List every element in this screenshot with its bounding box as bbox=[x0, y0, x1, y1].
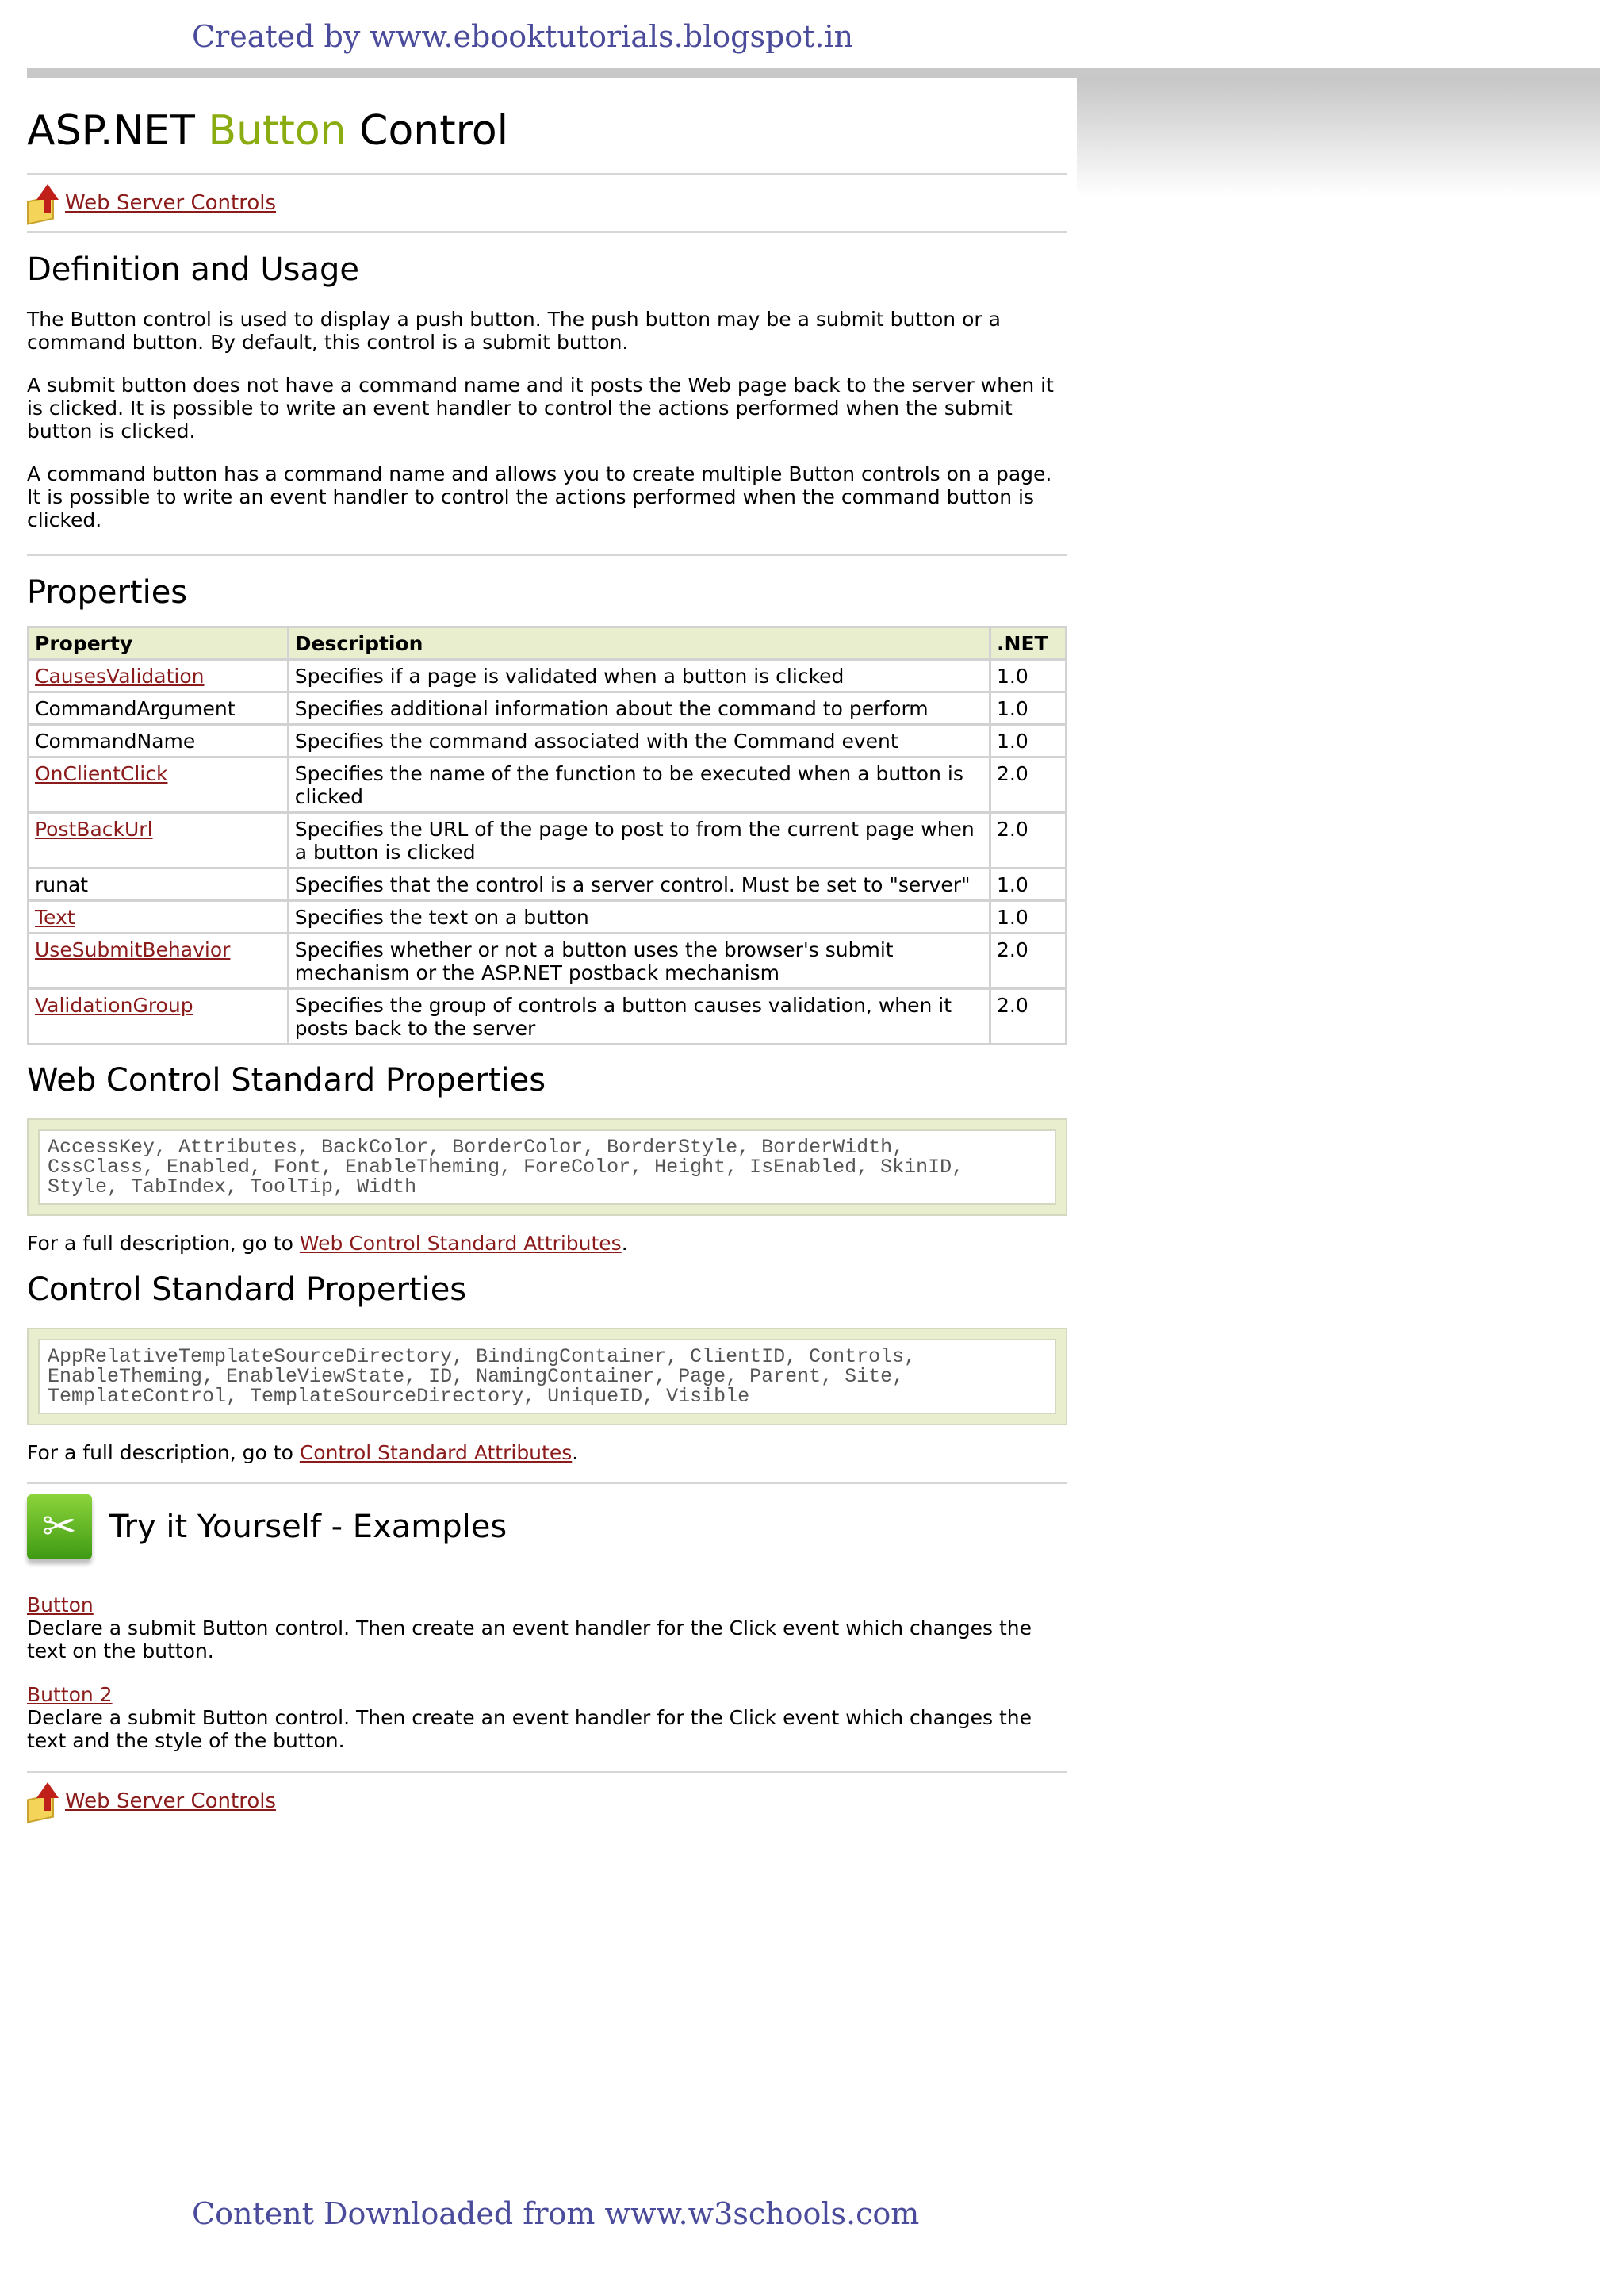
example-item bbox=[27, 1593, 1067, 1662]
example-item bbox=[27, 1683, 1067, 1752]
properties-heading: Properties bbox=[27, 574, 188, 611]
top-divider-bar bbox=[27, 68, 1600, 78]
definition-paragraph: A submit button does not have a command name and it posts the Web page back to the server when it is clicked. It is possible to write an event handler to control the actions performed when the submit button is clicked. bbox=[27, 374, 1054, 443]
definition-paragraph: A command button has a command name and allows you to create multiple Button controls on a page. It is possible to write an event handler to control the actions performed when the command button is clicked. bbox=[27, 462, 1052, 531]
code-line: CssClass, Enabled, Font, EnableTheming, ForeColor, Height, IsEnabled, SkinID, bbox=[48, 1156, 964, 1179]
web-control-standard-heading: Web Control Standard Properties bbox=[27, 1062, 546, 1099]
examples-header bbox=[27, 1484, 1067, 1570]
folder-up-icon bbox=[27, 184, 60, 222]
control-standard-properties-box bbox=[27, 1328, 1067, 1425]
properties-table bbox=[27, 626, 1067, 1045]
nav-link-web-server-controls[interactable]: Web Server Controls bbox=[65, 1789, 277, 1813]
definition-heading: Definition and Usage bbox=[27, 251, 360, 288]
title-suffix: Control bbox=[359, 107, 509, 155]
table-row bbox=[29, 934, 1067, 989]
right-gradient-panel bbox=[1077, 78, 1600, 197]
property-net-version: 1.0 bbox=[990, 725, 1067, 757]
property-description: Specifies that the control is a server control. Must be set to "server" bbox=[288, 869, 990, 901]
table-row bbox=[29, 813, 1067, 869]
code-line: TemplateControl, TemplateSourceDirectory, UniqueID, Visible bbox=[48, 1385, 750, 1408]
examples-heading: Try it Yourself - Examples bbox=[109, 1509, 508, 1545]
header-credit: Created by www.ebooktutorials.blogspot.in bbox=[192, 19, 854, 54]
table-row bbox=[29, 692, 1067, 725]
property-link-usesubmitbehavior[interactable]: UseSubmitBehavior bbox=[35, 938, 231, 961]
property-description: Specifies if a page is validated when a button is clicked bbox=[288, 660, 990, 692]
property-net-version: 1.0 bbox=[990, 660, 1067, 692]
column-header-net: .NET bbox=[990, 627, 1067, 660]
web-control-note bbox=[27, 1232, 1067, 1255]
table-header-row bbox=[29, 627, 1067, 660]
property-description: Specifies the URL of the page to post to from the current page when a button is clicked bbox=[288, 813, 990, 869]
property-description: Specifies the group of controls a button causes validation, when it posts back to the server bbox=[288, 989, 990, 1045]
property-net-version: 1.0 bbox=[990, 869, 1067, 901]
definition-paragraph: The Button control is used to display a push button. The push button may be a submit button or a command button. By default, this control is a submit button. bbox=[27, 308, 1001, 354]
property-link-causesvalidation[interactable]: CausesValidation bbox=[35, 665, 205, 688]
property-net-version: 1.0 bbox=[990, 692, 1067, 725]
property-name: CommandName bbox=[29, 725, 289, 757]
main-content bbox=[27, 78, 1067, 1829]
control-standard-attributes-link[interactable]: Control Standard Attributes bbox=[299, 1441, 573, 1464]
property-link-text[interactable]: Text bbox=[35, 906, 75, 929]
web-control-properties-code bbox=[38, 1129, 1056, 1205]
control-standard-note bbox=[27, 1441, 1067, 1464]
property-net-version: 2.0 bbox=[990, 813, 1067, 869]
table-row bbox=[29, 660, 1067, 692]
note-text: For a full description, go to bbox=[27, 1232, 293, 1255]
property-description: Specifies the command associated with the Command event bbox=[288, 725, 990, 757]
property-link-validationgroup[interactable]: ValidationGroup bbox=[35, 994, 193, 1017]
property-name: runat bbox=[29, 869, 289, 901]
title-prefix: ASP.NET bbox=[27, 107, 195, 155]
property-net-version: 1.0 bbox=[990, 901, 1067, 934]
table-row bbox=[29, 989, 1067, 1045]
column-header-property: Property bbox=[29, 627, 289, 660]
code-line: AppRelativeTemplateSourceDirectory, BindingContainer, ClientID, Controls, bbox=[48, 1345, 917, 1368]
nav-link-web-server-controls[interactable]: Web Server Controls bbox=[65, 191, 277, 215]
table-row bbox=[29, 869, 1067, 901]
property-description: Specifies additional information about the command to perform bbox=[288, 692, 990, 725]
property-name: CommandArgument bbox=[29, 692, 289, 725]
nav-web-server-controls-top[interactable] bbox=[27, 175, 1067, 231]
example-description: Declare a submit Button control. Then create an event handler for the Click event which changes the text on the button. bbox=[27, 1616, 1032, 1662]
web-control-properties-box bbox=[27, 1118, 1067, 1216]
note-period: . bbox=[572, 1441, 579, 1464]
example-description: Declare a submit Button control. Then create an event handler for the Click event which changes the text and the style of the button. bbox=[27, 1706, 1032, 1752]
table-row bbox=[29, 901, 1067, 934]
code-line: Style, TabIndex, ToolTip, Width bbox=[48, 1175, 417, 1198]
property-link-onclientclick[interactable]: OnClientClick bbox=[35, 762, 168, 785]
example-link-button[interactable]: Button bbox=[27, 1593, 94, 1616]
web-control-standard-attributes-link[interactable]: Web Control Standard Attributes bbox=[299, 1232, 622, 1255]
note-text: For a full description, go to bbox=[27, 1441, 293, 1464]
property-description: Specifies the name of the function to be executed when a button is clicked bbox=[288, 757, 990, 813]
property-link-postbackurl[interactable]: PostBackUrl bbox=[35, 818, 153, 841]
property-description: Specifies the text on a button bbox=[288, 901, 990, 934]
example-link-button-2[interactable]: Button 2 bbox=[27, 1683, 113, 1706]
scissors-icon: ✂ bbox=[27, 1494, 92, 1559]
control-standard-properties-code bbox=[38, 1339, 1056, 1414]
footer-credit: Content Downloaded from www.w3schools.com bbox=[192, 2196, 920, 2231]
folder-up-icon bbox=[27, 1782, 60, 1820]
property-description: Specifies whether or not a button uses the browser's submit mechanism or the ASP.NET postback mechanism bbox=[288, 934, 990, 989]
property-net-version: 2.0 bbox=[990, 757, 1067, 813]
property-net-version: 2.0 bbox=[990, 989, 1067, 1045]
page-title bbox=[27, 105, 1067, 157]
title-accent: Button bbox=[208, 107, 347, 155]
column-header-description: Description bbox=[288, 627, 990, 660]
control-standard-heading: Control Standard Properties bbox=[27, 1271, 467, 1308]
table-row bbox=[29, 757, 1067, 813]
code-line: AccessKey, Attributes, BackColor, BorderColor, BorderStyle, BorderWidth, bbox=[48, 1136, 905, 1159]
note-period: . bbox=[621, 1232, 628, 1255]
nav-web-server-controls-bottom[interactable] bbox=[27, 1773, 1067, 1829]
table-row bbox=[29, 725, 1067, 757]
property-net-version: 2.0 bbox=[990, 934, 1067, 989]
code-line: EnableTheming, EnableViewState, ID, NamingContainer, Page, Parent, Site, bbox=[48, 1365, 905, 1388]
